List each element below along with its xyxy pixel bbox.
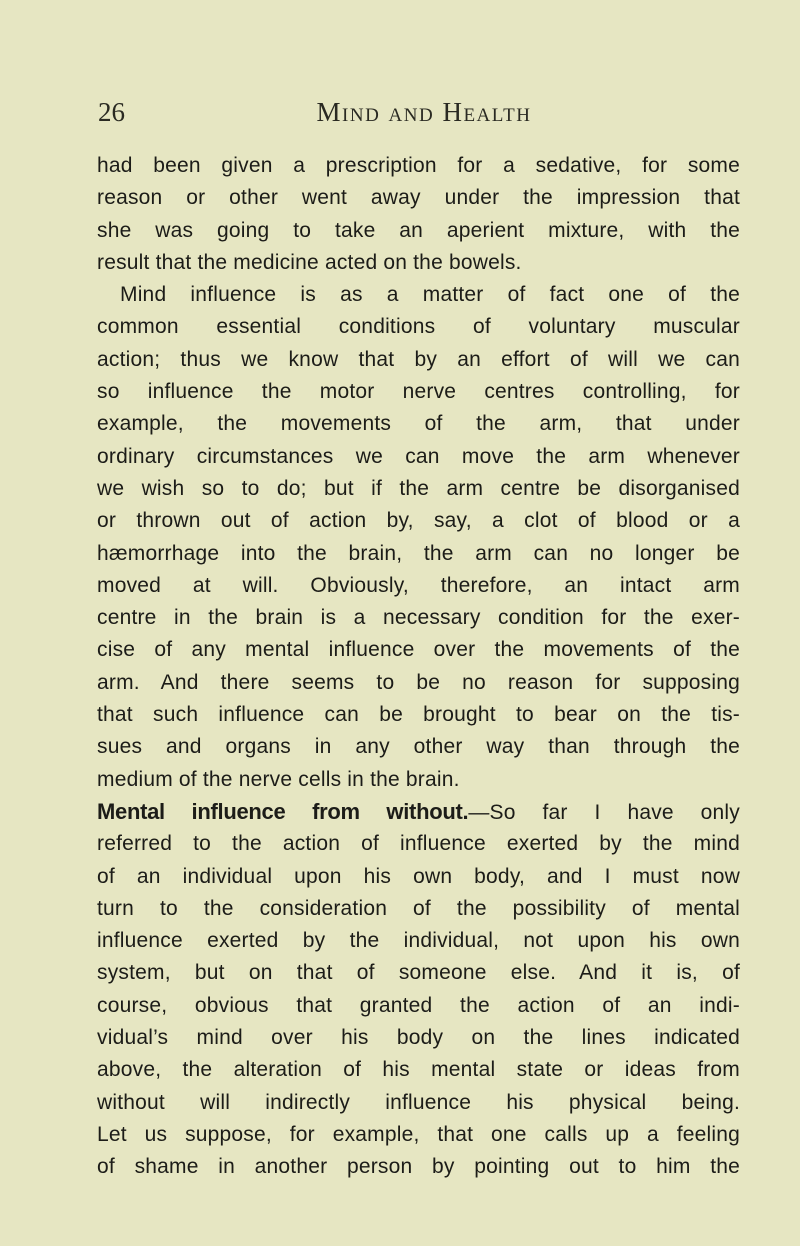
text-line: vidual’s mind over his body on the lines indicated: [97, 1026, 740, 1050]
text-line: influence exerted by the individual, not upon his own: [97, 929, 740, 953]
text-line: turn to the consideration of the possibility of mental: [97, 896, 740, 920]
text-line: Mind influence is as a matter of fact one of the: [120, 283, 740, 307]
page-header: [98, 96, 738, 136]
text-line: we wish so to do; but if the arm centre be disorganised: [97, 476, 740, 500]
text-line: common essential conditions of voluntary muscular: [97, 315, 740, 339]
text-line: without will indirectly influence his physical being.: [97, 1090, 740, 1114]
text-line: that such influence can be brought to bear on the tis-: [97, 703, 740, 727]
text-line: medium of the nerve cells in the brain.: [97, 767, 460, 791]
text-line: reason or other went away under the impression that: [97, 186, 740, 210]
page-number: 26: [98, 97, 125, 127]
text-line: action; thus we know that by an effort of will we can: [97, 347, 740, 371]
text-line: arm. And there seems to be no reason for supposing: [97, 670, 740, 694]
text-line: of an individual upon his own body, and I must now: [97, 864, 740, 888]
text-line: referred to the action of influence exerted by the mind: [97, 832, 740, 856]
text-line: of shame in another person by pointing out to him the: [97, 1155, 740, 1179]
text-line: so influence the motor nerve centres controlling, for: [97, 380, 740, 404]
text-line: had been given a prescription for a sedative, for some: [97, 154, 740, 177]
text-line: ordinary circumstances we can move the arm whenever: [97, 444, 740, 468]
body-text: [97, 150, 740, 1184]
text-line: above, the alteration of his mental state or ideas from: [97, 1058, 740, 1082]
text-line: system, but on that of someone else. And it is, of: [97, 961, 740, 985]
text-line: moved at will. Obviously, therefore, an intact arm: [97, 573, 740, 597]
running-head: Mind and Health: [316, 97, 532, 127]
text-line: hæmorrhage into the brain, the arm can no longer be: [97, 541, 740, 565]
text-line: cise of any mental influence over the movements of the: [97, 638, 740, 662]
text-line: course, obvious that granted the action of an indi-: [97, 993, 740, 1017]
text-line: or thrown out of action by, say, a clot of blood or a: [97, 509, 740, 533]
text-line: result that the medicine acted on the bowels.: [97, 250, 522, 274]
sidehead-line-rest: —So far I have only: [468, 800, 740, 824]
text-line-with-sidehead: [97, 796, 740, 828]
text-line: example, the movements of the arm, that under: [97, 412, 740, 436]
section-sidehead: Mental influence from without.: [97, 798, 469, 824]
text-line: Let us suppose, for example, that one calls up a feeling: [97, 1122, 740, 1146]
text-line: centre in the brain is a necessary condition for the exer-: [97, 606, 740, 630]
text-line: she was going to take an aperient mixture, with the: [97, 218, 740, 242]
text-line: sues and organs in any other way than through the: [97, 735, 740, 759]
